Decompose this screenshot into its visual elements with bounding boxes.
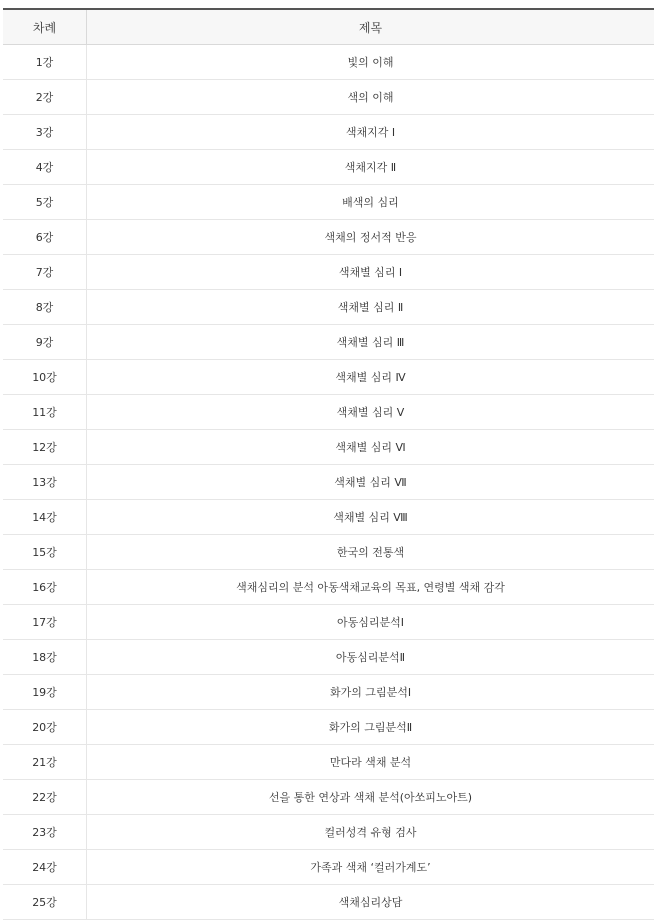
lesson-number: 13강 [3, 465, 87, 500]
lesson-number: 23강 [3, 815, 87, 850]
table-row [3, 745, 654, 780]
lesson-number: 8강 [3, 290, 87, 325]
lesson-number: 25강 [3, 885, 87, 920]
lesson-title: 색채별 심리 Ⅲ [87, 325, 655, 360]
lesson-number: 18강 [3, 640, 87, 675]
lesson-number: 17강 [3, 605, 87, 640]
lesson-number: 3강 [3, 115, 87, 150]
table-row [3, 185, 654, 220]
lesson-title: 색채의 정서적 반응 [87, 220, 655, 255]
table-row [3, 430, 654, 465]
lesson-title: 화가의 그림분석Ⅰ [87, 675, 655, 710]
lesson-title: 색채지각 Ⅰ [87, 115, 655, 150]
lesson-title: 색채별 심리 Ⅵ [87, 430, 655, 465]
lesson-number: 20강 [3, 710, 87, 745]
header-title: 제목 [87, 9, 655, 45]
table-row [3, 815, 654, 850]
lesson-title: 색채지각 Ⅱ [87, 150, 655, 185]
lesson-title: 색채별 심리 Ⅷ [87, 500, 655, 535]
lesson-number: 7강 [3, 255, 87, 290]
table-row [3, 780, 654, 815]
table-row [3, 500, 654, 535]
table-row [3, 675, 654, 710]
lesson-number: 12강 [3, 430, 87, 465]
lesson-number: 11강 [3, 395, 87, 430]
lesson-title: 빛의 이해 [87, 45, 655, 80]
table-row [3, 290, 654, 325]
lesson-title: 컬러성격 유형 검사 [87, 815, 655, 850]
lesson-number: 2강 [3, 80, 87, 115]
lesson-number: 15강 [3, 535, 87, 570]
lesson-title: 화가의 그림분석Ⅱ [87, 710, 655, 745]
table-row [3, 255, 654, 290]
lesson-title: 가족과 색채 ‘컬러가계도’ [87, 850, 655, 885]
table-row [3, 325, 654, 360]
table-body [3, 45, 654, 920]
lesson-title: 색채별 심리 Ⅳ [87, 360, 655, 395]
table-row [3, 640, 654, 675]
lesson-number: 4강 [3, 150, 87, 185]
lesson-number: 5강 [3, 185, 87, 220]
lesson-title: 색채심리의 분석 아동색채교육의 목표, 연령별 색채 감각 [87, 570, 655, 605]
table-row [3, 885, 654, 920]
lesson-title: 배색의 심리 [87, 185, 655, 220]
lesson-number: 10강 [3, 360, 87, 395]
lesson-title: 만다라 색채 분석 [87, 745, 655, 780]
table-row [3, 570, 654, 605]
table-header-row [3, 9, 654, 45]
table-row [3, 850, 654, 885]
lesson-title: 아동심리분석Ⅱ [87, 640, 655, 675]
lesson-number: 9강 [3, 325, 87, 360]
curriculum-table [3, 8, 654, 920]
table-row [3, 150, 654, 185]
lesson-title: 색채별 심리 Ⅶ [87, 465, 655, 500]
lesson-number: 14강 [3, 500, 87, 535]
lesson-number: 21강 [3, 745, 87, 780]
lesson-title: 색채별 심리 Ⅱ [87, 290, 655, 325]
table-row [3, 220, 654, 255]
lesson-number: 1강 [3, 45, 87, 80]
table-row [3, 45, 654, 80]
lesson-number: 22강 [3, 780, 87, 815]
table-row [3, 605, 654, 640]
lesson-title: 아동심리분석Ⅰ [87, 605, 655, 640]
lesson-title: 색채별 심리 Ⅴ [87, 395, 655, 430]
lesson-title: 한국의 전통색 [87, 535, 655, 570]
table-row [3, 710, 654, 745]
table-row [3, 360, 654, 395]
table-row [3, 535, 654, 570]
lesson-title: 색채심리상담 [87, 885, 655, 920]
lesson-title: 색채별 심리 Ⅰ [87, 255, 655, 290]
lesson-title: 색의 이해 [87, 80, 655, 115]
lesson-number: 24강 [3, 850, 87, 885]
curriculum-table-container [3, 8, 654, 920]
table-row [3, 80, 654, 115]
lesson-title: 선을 통한 연상과 색채 분석(아쏘피노아트) [87, 780, 655, 815]
lesson-number: 6강 [3, 220, 87, 255]
lesson-number: 16강 [3, 570, 87, 605]
table-row [3, 395, 654, 430]
table-row [3, 115, 654, 150]
table-row [3, 465, 654, 500]
header-order: 차례 [3, 9, 87, 45]
lesson-number: 19강 [3, 675, 87, 710]
